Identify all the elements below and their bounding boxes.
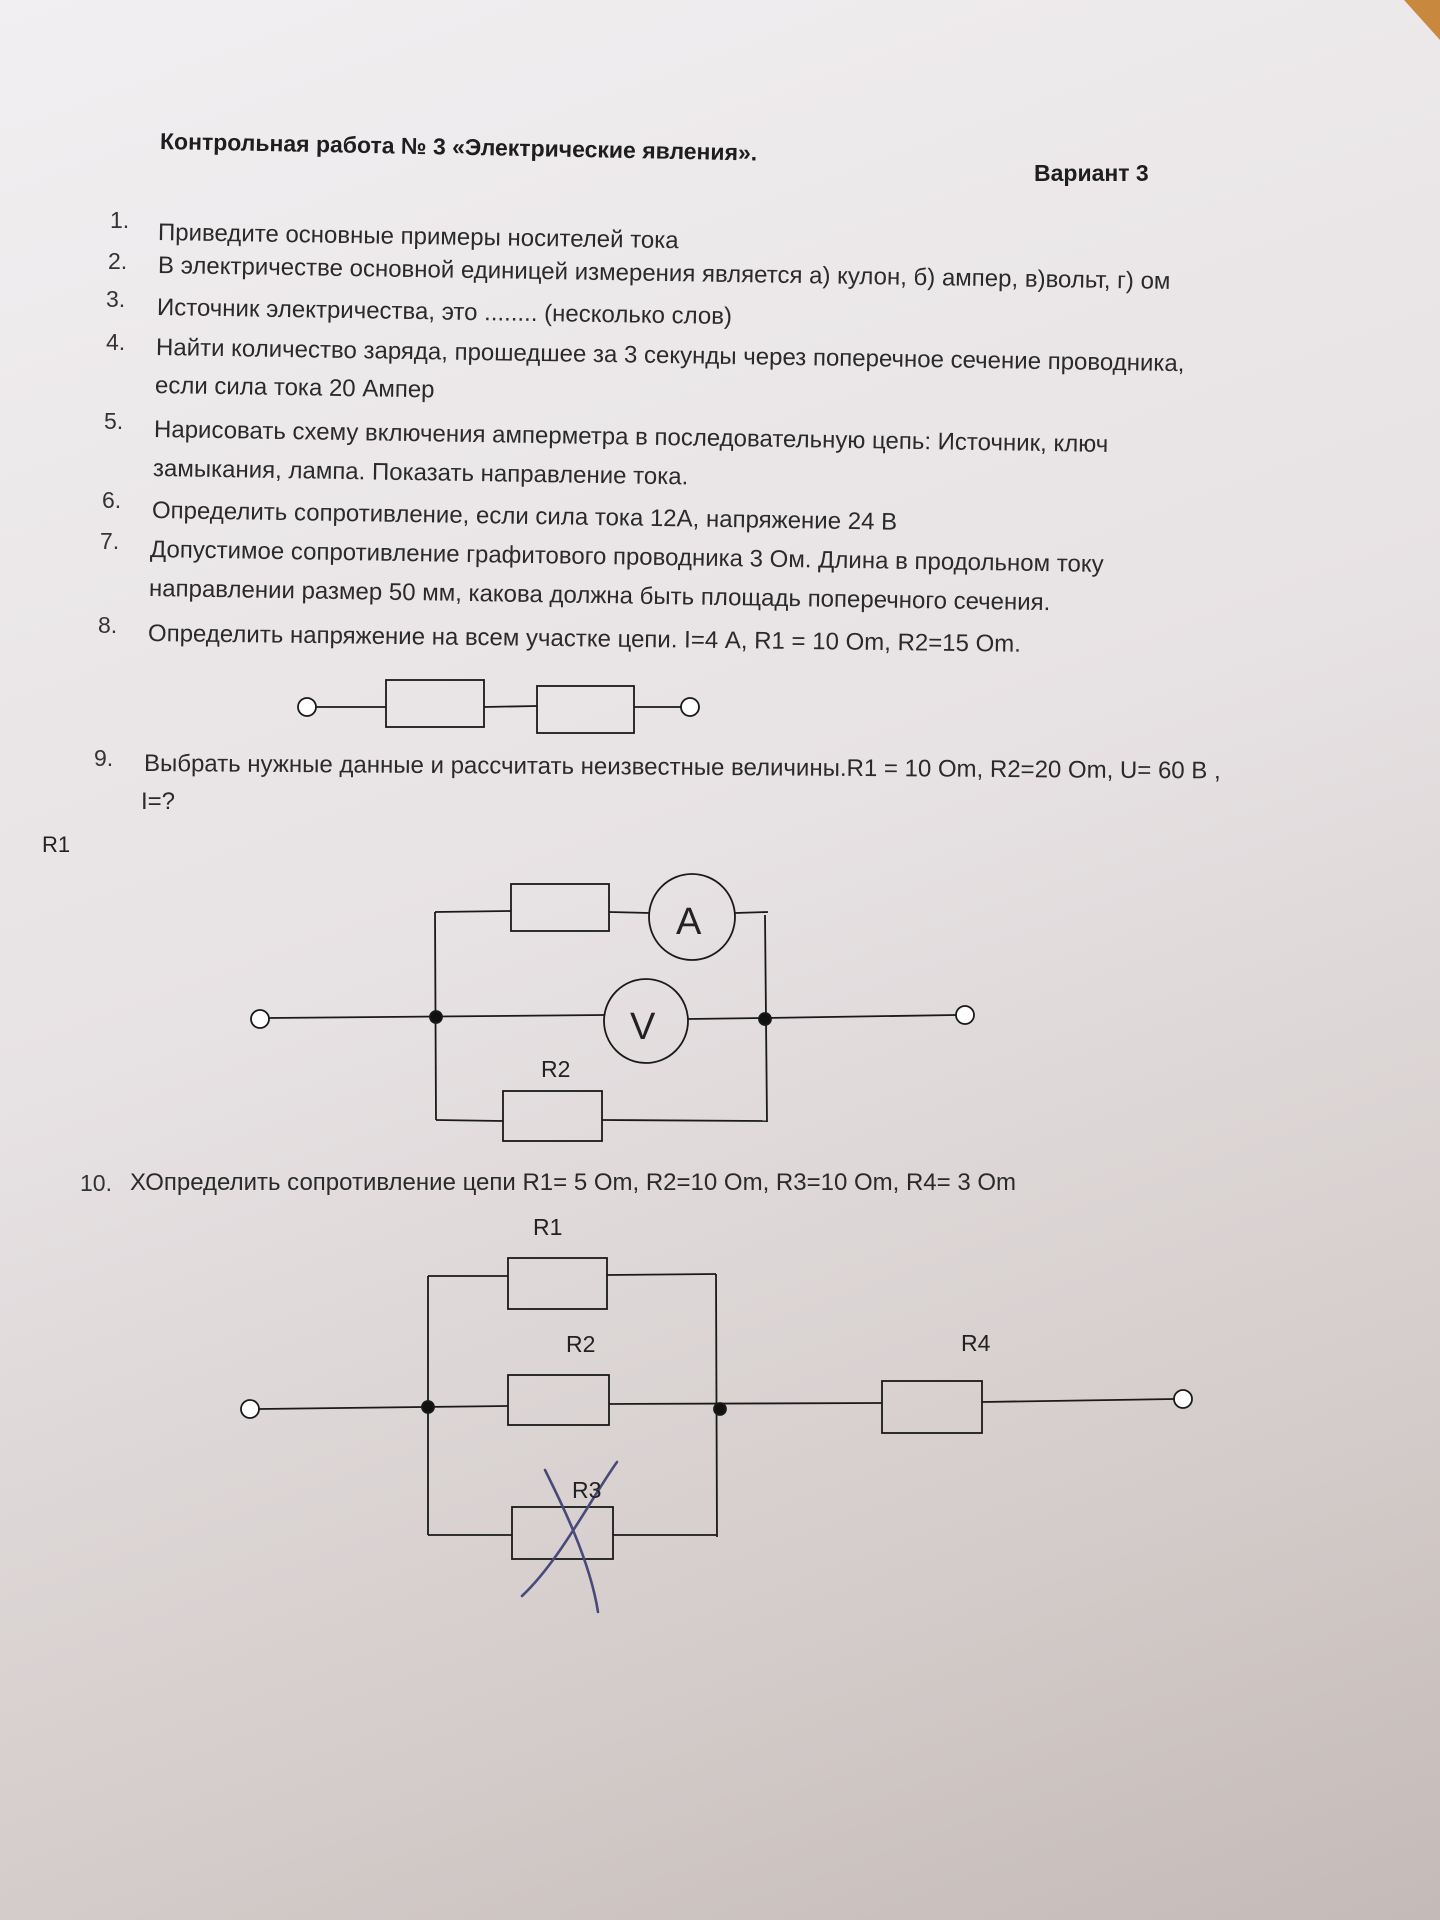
question-number: 2. — [108, 248, 128, 274]
junction-node — [430, 1011, 442, 1023]
circuit-10 — [241, 1258, 1192, 1559]
resistor-r1 — [386, 680, 484, 727]
resistor-label: R2 — [566, 1331, 596, 1357]
question-number: 5. — [104, 408, 124, 434]
resistor-label: R2 — [541, 1056, 571, 1082]
handwritten-cross-mark — [522, 1462, 617, 1612]
question-number: 3. — [106, 286, 126, 312]
resistor-r1 — [508, 1258, 607, 1309]
resistor-r1 — [511, 884, 609, 931]
junction-node — [422, 1401, 434, 1413]
question-text: Допустимое сопротивление графитового проводника 3 Ом. Длина в продольном току — [149, 536, 1104, 578]
terminal-right — [956, 1006, 974, 1024]
resistor-r4 — [882, 1381, 982, 1433]
question-text: направлении размер 50 мм, какова должна быть площадь поперечного сечения. — [148, 575, 1051, 617]
stray-label: R1 — [42, 832, 71, 857]
question-number: 9. — [94, 745, 114, 771]
question-text: Приведите основные примеры носителей тока — [157, 219, 679, 255]
question-text: Выбрать нужные данные и рассчитать неизвестные величины.R1 = 10 Om, R2=20 Om, U= 60 В , — [143, 750, 1221, 785]
question-number: 7. — [100, 528, 120, 554]
circuit-8 — [298, 680, 699, 733]
question-text: I=? — [141, 788, 176, 815]
resistor-label: R4 — [961, 1330, 991, 1356]
question-text: Нарисовать схему включения амперметра в последовательную цепь: Источник, ключ — [153, 416, 1109, 458]
question-text: Найти количество заряда, прошедшее за 3 секунды через поперечное сечение проводника, — [155, 334, 1185, 378]
question-text: В электричестве основной единицей измерения является а) кулон, б) ампер, в)вольт, г) ом — [157, 252, 1171, 295]
circuit-9 — [251, 874, 974, 1141]
variant-label: Вариант 3 — [1034, 160, 1149, 186]
resistor-label: R1 — [533, 1214, 563, 1240]
question-text: Определить сопротивление, если сила тока 12А, напряжение 24 В — [151, 497, 898, 536]
question-number: 8. — [98, 612, 118, 638]
question-number: 10. — [80, 1170, 112, 1196]
resistor-label: R3 — [572, 1477, 602, 1503]
question-text: ХОпределить сопротивление цепи R1= 5 Om, R2=10 Om, R3=10 Om, R4= 3 Om — [130, 1169, 1016, 1196]
question-text: Определить напряжение на всем участке цепи. I=4 А, R1 = 10 Om, R2=15 Om. — [147, 620, 1022, 658]
terminal-left — [241, 1400, 259, 1418]
resistor-r2 — [537, 686, 634, 733]
terminal-left — [251, 1010, 269, 1028]
question-number: 6. — [102, 487, 122, 513]
worksheet-title: Контрольная работа № 3 «Электрические явления». — [159, 128, 758, 166]
junction-node — [759, 1013, 771, 1025]
question-number: 4. — [106, 329, 126, 355]
ammeter-label: A — [676, 901, 702, 943]
resistor-r2 — [503, 1091, 602, 1141]
question-text: Источник электричества, это ........ (несколько слов) — [156, 294, 733, 331]
terminal-right — [681, 698, 699, 716]
question-text: если сила тока 20 Ампер — [154, 372, 435, 404]
resistor-r2 — [508, 1375, 609, 1425]
terminal-right — [1174, 1390, 1192, 1408]
question-number: 1. — [110, 207, 130, 233]
resistor-r3 — [512, 1507, 613, 1559]
junction-node — [714, 1403, 726, 1415]
terminal-left — [298, 698, 316, 716]
question-text: замыкания, лампа. Показать направление тока. — [152, 455, 689, 491]
voltmeter-label: V — [630, 1006, 656, 1048]
